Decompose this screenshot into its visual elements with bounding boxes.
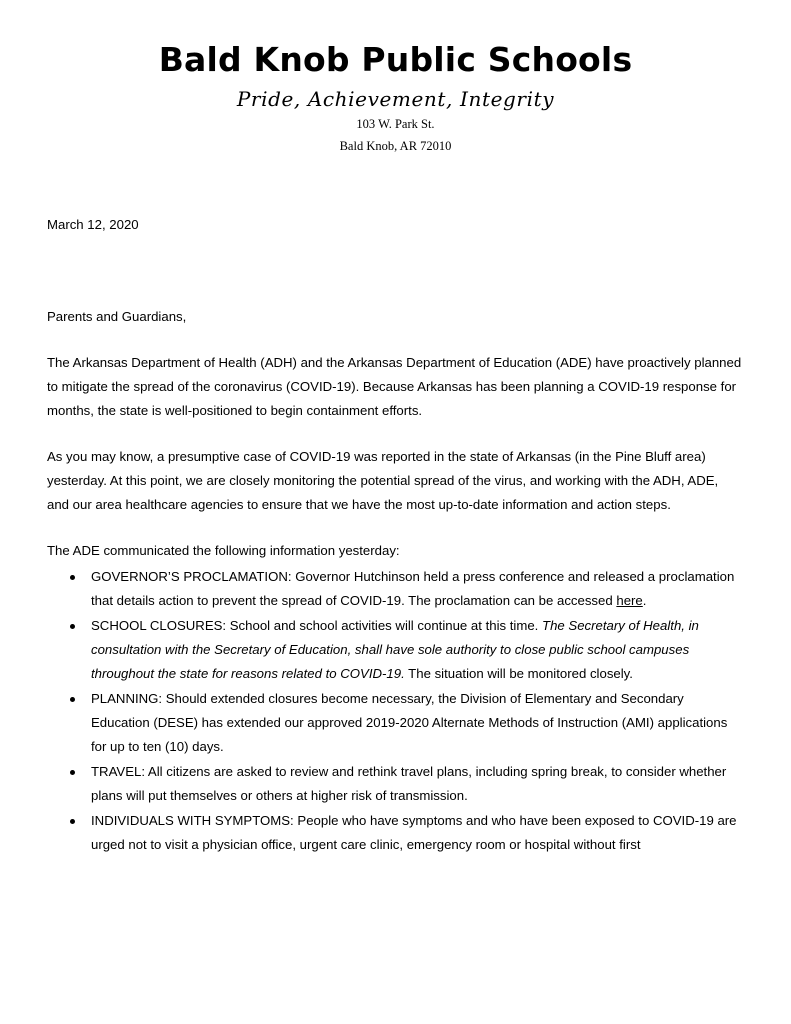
bullet-dot-icon xyxy=(70,697,75,702)
bullet-text-tail: The situation will be monitored closely. xyxy=(404,665,633,681)
list-item xyxy=(47,565,742,613)
paragraph-1: The Arkansas Department of Health (ADH) and the Arkansas Department of Education (ADE) have proactively planned to mitigate the spread of the coronavirus (COVID-19). Because Arkansas has been planning a COVID-19 response for months, the state is well-positioned to begin containment efforts. xyxy=(47,354,742,418)
bullet-dot-icon xyxy=(70,819,75,824)
bullet-label: SCHOOL CLOSURES: xyxy=(91,617,227,633)
letter-body xyxy=(0,213,791,857)
bullet-dot-icon xyxy=(70,770,75,775)
bullet-text: Governor Hutchinson held a press conference and released a proclamation that details action to prevent the spread of COVID-19. The proclamation can be accessed xyxy=(91,568,735,608)
bullet-text: Should extended closures become necessary, the Division of Elementary and Secondary Education (DESE) has extended our approved 2019-2020 Alternate Methods of Instruction (AMI) applications for up to ten (10) days. xyxy=(91,690,728,754)
list-item xyxy=(47,687,742,759)
bullet-text: All citizens are asked to review and rethink travel plans, including spring break, to consider whether plans will put themselves or others at higher risk of transmission. xyxy=(91,763,727,803)
bullet-text-tail: . xyxy=(642,592,647,608)
list-item xyxy=(47,809,742,857)
address-city-state-zip: Bald Knob, AR 72010 xyxy=(339,138,452,153)
school-motto: Pride, Achievement, Integrity xyxy=(236,87,555,112)
address-street: 103 W. Park St. xyxy=(356,117,435,132)
list-item xyxy=(47,760,742,808)
letter-salutation: Parents and Guardians, xyxy=(47,308,187,324)
list-intro: The ADE communicated the following information yesterday: xyxy=(47,542,400,558)
bullet-text: School and school activities will continue at this time. xyxy=(226,617,543,633)
bullet-text: People who have symptoms and who have been exposed to COVID-19 are urged not to visit a physician office, urgent care clinic, emergency room or hospital without first xyxy=(91,812,737,852)
bullet-label: GOVERNOR’S PROCLAMATION: xyxy=(91,568,292,584)
bullet-text-italic: The Secretary of Health, in consultation with the Secretary of Education, shall have sole authority to close public school campuses throughout the state for reasons related to COVID-19. xyxy=(91,617,699,681)
bullet-label: TRAVEL: xyxy=(91,763,145,779)
information-bullet-list xyxy=(47,565,742,857)
proclamation-link[interactable]: here xyxy=(616,592,643,608)
bullet-dot-icon xyxy=(70,575,75,580)
bullet-label: PLANNING: xyxy=(91,690,163,706)
paragraph-2: As you may know, a presumptive case of COVID-19 was reported in the state of Arkansas (in the Pine Bluff area) yesterday. At this point, we are closely monitoring the potential spread of the virus, and working with the ADH, ADE, and our area healthcare agencies to ensure that we have the most up-to-date information and action steps. xyxy=(47,448,719,512)
school-name: Bald Knob Public Schools xyxy=(158,40,633,79)
bullet-dot-icon xyxy=(70,624,75,629)
bullet-label: INDIVIDUALS WITH SYMPTOMS: xyxy=(91,812,294,828)
letter-date: March 12, 2020 xyxy=(47,216,139,232)
letterhead xyxy=(0,0,791,155)
list-item xyxy=(47,614,742,686)
